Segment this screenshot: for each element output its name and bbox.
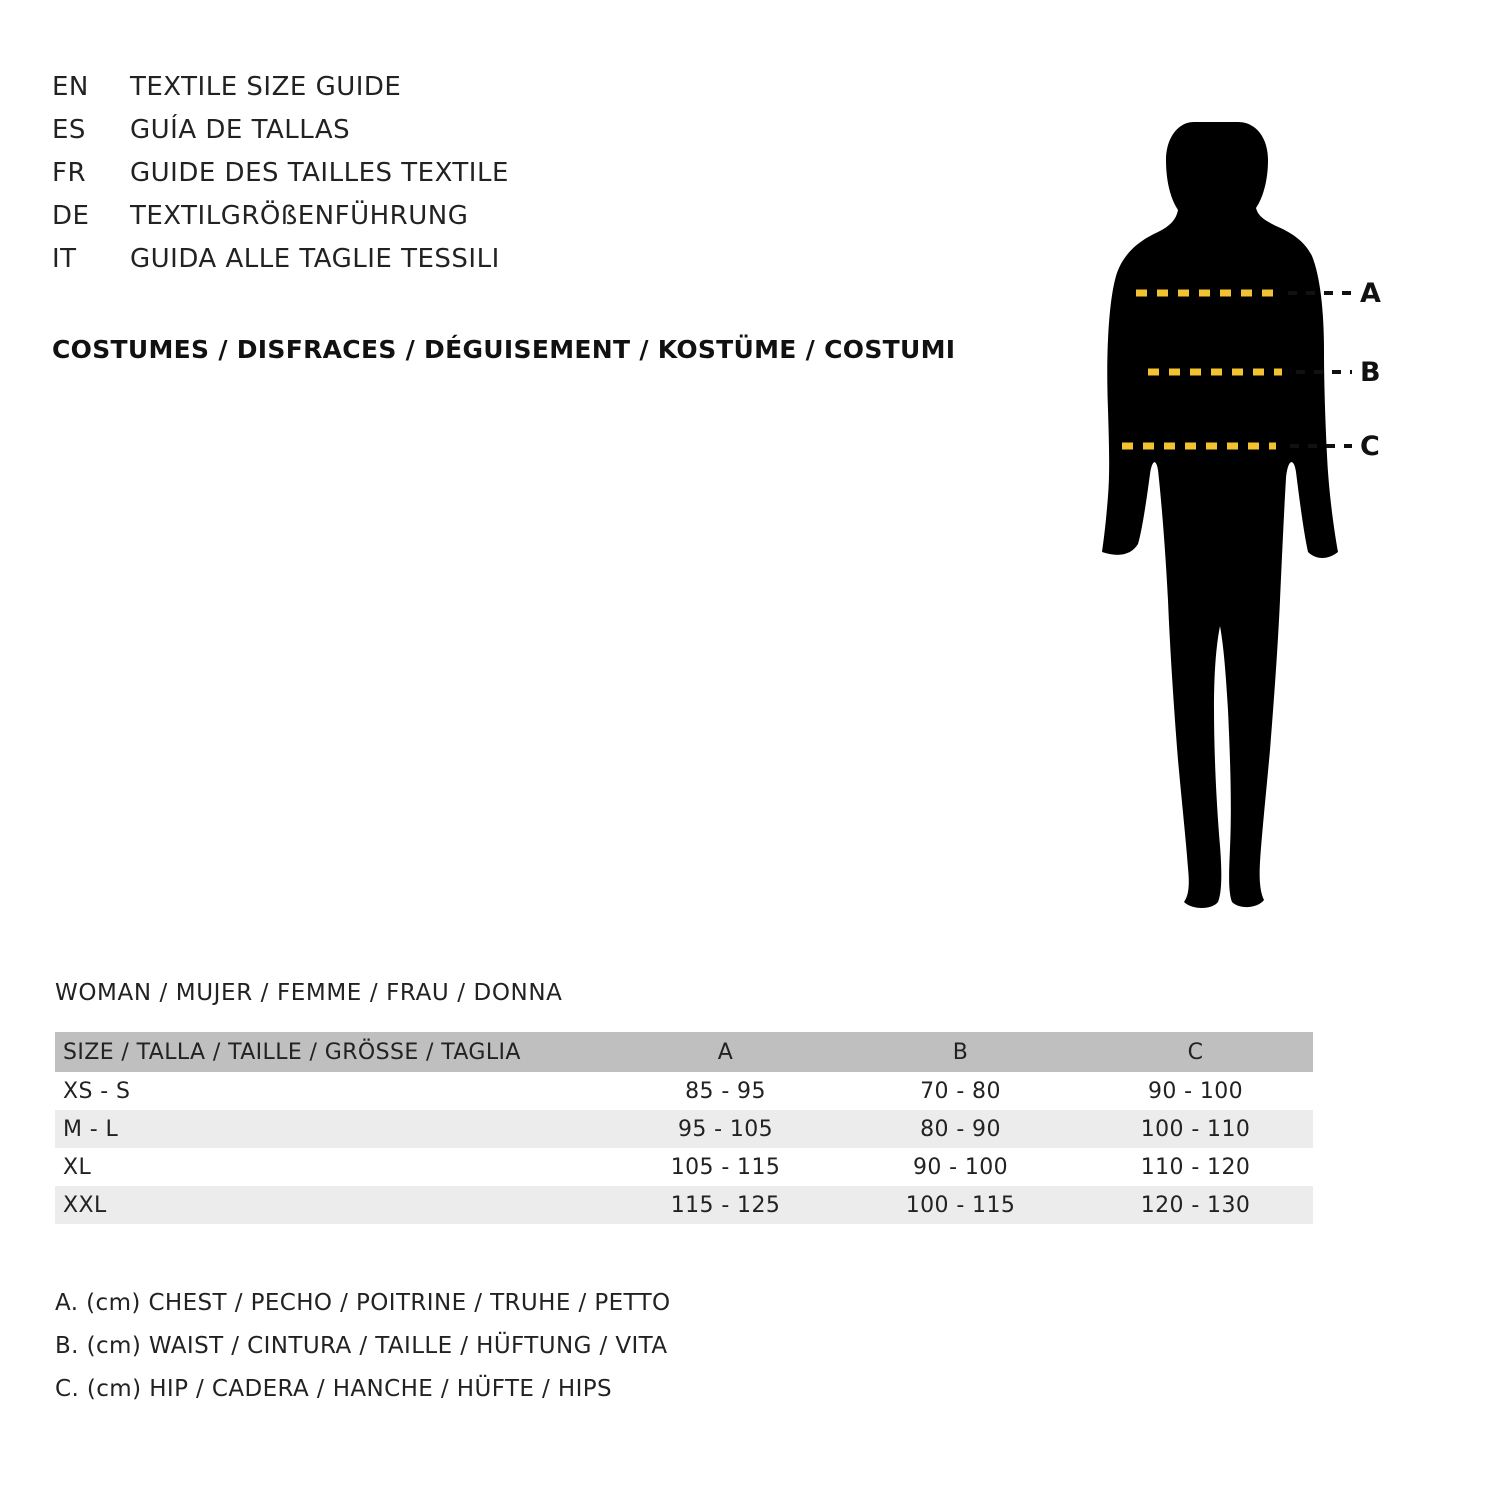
measure-label-c: C: [1360, 431, 1380, 462]
table-row: [55, 1148, 1313, 1186]
language-row: [52, 244, 1032, 287]
measure-label-b: B: [1360, 357, 1381, 388]
cell-c: 100 - 110: [1140, 1116, 1251, 1142]
table-row: [55, 1072, 1313, 1110]
language-row: [52, 158, 1032, 201]
language-code: ES: [52, 115, 86, 145]
cell-b: 90 - 100: [912, 1154, 1009, 1180]
cell-c: 90 - 100: [1147, 1078, 1244, 1104]
costumes-subtitle: COSTUMES / DISFRACES / DÉGUISEMENT / KOSTÜME / COSTUMI: [52, 335, 956, 364]
column-header-size: SIZE / TALLA / TAILLE / GRÖSSE / TAGLIA: [63, 1039, 521, 1065]
language-code: EN: [52, 72, 89, 102]
measure-label-a: A: [1360, 278, 1381, 309]
cell-a: 85 - 95: [685, 1078, 766, 1104]
column-header-c: C: [1187, 1039, 1204, 1065]
language-row: [52, 115, 1032, 158]
figure-illustration: [1040, 60, 1460, 940]
cell-b: 100 - 115: [905, 1192, 1016, 1218]
cell-c: 120 - 130: [1140, 1192, 1251, 1218]
table-row: [55, 1110, 1313, 1148]
cell-a: 115 - 125: [670, 1192, 781, 1218]
language-title: GUIDA ALLE TAGLIE TESSILI: [130, 244, 500, 274]
column-header-b: B: [952, 1039, 969, 1065]
cell-size: XL: [63, 1154, 92, 1180]
cell-a: 105 - 115: [670, 1154, 781, 1180]
language-list: [52, 72, 1032, 287]
legend-item-b: B. (cm) WAIST / CINTURA / TAILLE / HÜFTUNG / VITA: [55, 1333, 668, 1359]
column-header-a: A: [717, 1039, 734, 1065]
size-table: [55, 1032, 1313, 1224]
language-code: IT: [52, 244, 77, 274]
cell-b: 80 - 90: [920, 1116, 1001, 1142]
cell-a: 95 - 105: [677, 1116, 774, 1142]
measurement-legend: [55, 1290, 671, 1419]
legend-item-c: C. (cm) HIP / CADERA / HANCHE / HÜFTE / HIPS: [55, 1376, 613, 1402]
cell-b: 70 - 80: [920, 1078, 1001, 1104]
legend-item-a: A. (cm) CHEST / PECHO / POITRINE / TRUHE / PETTO: [55, 1290, 671, 1316]
language-row: [52, 72, 1032, 115]
language-title: TEXTILGRÖßENFÜHRUNG: [130, 201, 469, 231]
language-code: DE: [52, 201, 90, 231]
cell-size: XXL: [63, 1192, 107, 1218]
language-title: GUIDE DES TAILLES TEXTILE: [130, 158, 509, 188]
table-header-row: [55, 1032, 1313, 1072]
cell-size: XS - S: [63, 1078, 131, 1104]
language-code: FR: [52, 158, 87, 188]
table-title: WOMAN / MUJER / FEMME / FRAU / DONNA: [55, 980, 563, 1006]
woman-silhouette-icon: [1040, 60, 1460, 940]
language-row: [52, 201, 1032, 244]
cell-c: 110 - 120: [1140, 1154, 1251, 1180]
language-title: TEXTILE SIZE GUIDE: [130, 72, 402, 102]
table-row: [55, 1186, 1313, 1224]
cell-size: M - L: [63, 1116, 119, 1142]
language-title: GUÍA DE TALLAS: [130, 115, 351, 145]
